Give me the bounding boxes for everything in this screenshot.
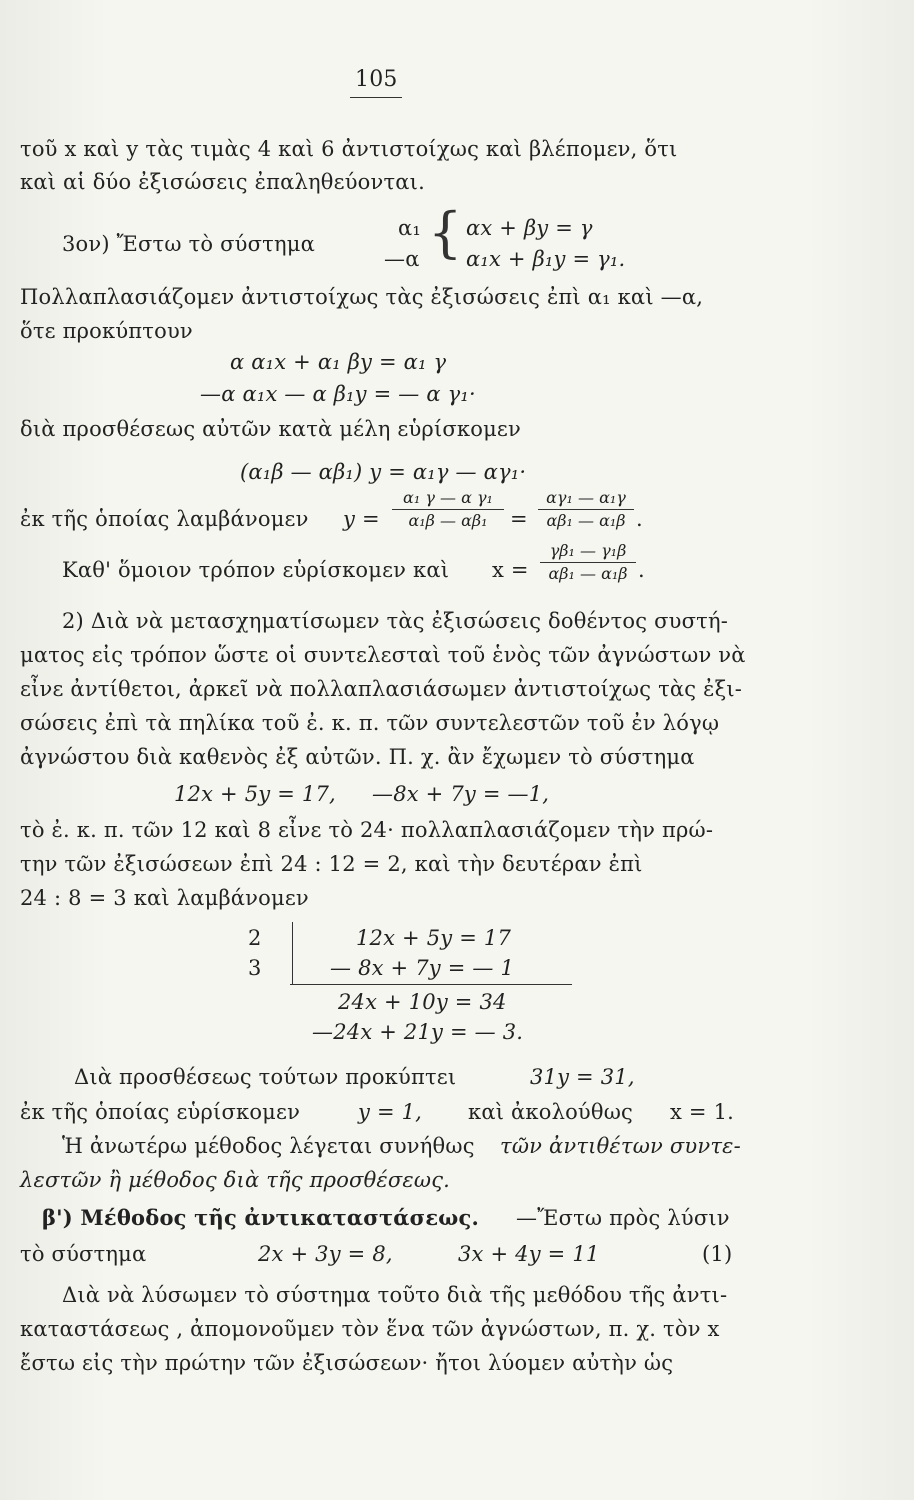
fraction-bar bbox=[540, 562, 636, 563]
text-line: 24 : 8 = 3 καὶ λαμβάνομεν bbox=[20, 886, 309, 910]
period: . bbox=[636, 507, 643, 531]
result: 31y = 31, bbox=[530, 1065, 635, 1089]
page-number-rule bbox=[350, 97, 402, 98]
fraction bbox=[538, 488, 634, 531]
fraction bbox=[540, 541, 636, 584]
text-line: την τῶν ἐξισώσεων ἐπὶ 24 : 12 = 2, καὶ τὴν δευτέραν ἐπὶ bbox=[20, 852, 643, 876]
fraction bbox=[392, 488, 504, 531]
multiplier-alpha1: α₁ bbox=[398, 216, 421, 240]
fraction-denominator: αβ₁ — α₁β bbox=[546, 511, 626, 530]
text-line: σώσεις ἐπὶ τὰ πηλίκα τοῦ ἐ. κ. π. τῶν συντελεστῶν τοῦ ἐν λόγῳ bbox=[20, 711, 720, 735]
sum-rule bbox=[290, 984, 572, 985]
x-lhs: x = bbox=[492, 558, 529, 582]
result: y = 1, bbox=[358, 1100, 423, 1124]
text-line: τὸ ἐ. κ. π. τῶν 12 καὶ 8 εἶνε τὸ 24· πολλαπλασιάζομεν τὴν πρώ- bbox=[20, 818, 714, 842]
fraction-numerator: αγ₁ — α₁γ bbox=[546, 488, 626, 507]
equation: —24x + 21y = — 3. bbox=[312, 1020, 524, 1044]
multiplier-neg-alpha: —α bbox=[384, 247, 420, 271]
equation-number: (1) bbox=[702, 1242, 733, 1266]
fraction-numerator: γβ₁ — γ₁β bbox=[549, 541, 627, 560]
text-line: ματος εἰς τρόπον ὥστε οἱ συντελεσταὶ τοῦ ἑνὸς τῶν ἀγνώστων νὰ bbox=[20, 643, 746, 667]
equation: 12x + 5y = 17, bbox=[174, 782, 336, 806]
equation: — 8x + 7y = — 1 bbox=[330, 956, 515, 980]
text-line: εἶνε ἀντίθετοι, ἀρκεῖ νὰ πολλαπλασιάσωμεν ἀντιστοίχως τὰς ἐξι- bbox=[20, 677, 743, 701]
text-line: Καθ' ὅμοιον τρόπον εὑρίσκομεν καὶ bbox=[62, 558, 450, 582]
text-fragment: καὶ ἀκολούθως bbox=[468, 1100, 634, 1124]
fraction-bar bbox=[538, 509, 634, 510]
text-line: διὰ προσθέσεως αὐτῶν κατὰ μέλη εὑρίσκομεν bbox=[20, 417, 521, 441]
equation: α α₁x + α₁ βy = α₁ γ bbox=[230, 350, 447, 374]
text-line: τοῦ x καὶ y τὰς τιμὰς 4 καὶ 6 ἀντιστοίχως καὶ βλέπομεν, ὅτι bbox=[20, 137, 678, 161]
equation: (α₁β — αβ₁) y = α₁γ — αγ₁· bbox=[240, 460, 527, 484]
text-line: Ἡ ἀνωτέρω μέθοδος λέγεται συνήθως bbox=[62, 1134, 475, 1158]
text-line: ὅτε προκύπτουν bbox=[20, 319, 193, 343]
text-line: Διὰ νὰ λύσωμεν τὸ σύστημα τοῦτο διὰ τῆς μεθόδου τῆς ἀντι- bbox=[62, 1283, 728, 1307]
period: . bbox=[638, 558, 645, 582]
equation: 2x + 3y = 8, bbox=[258, 1242, 393, 1266]
text-line: τὸ σύστημα bbox=[20, 1242, 147, 1266]
equation: —8x + 7y = —1, bbox=[372, 782, 550, 806]
multiplier: 2 bbox=[248, 926, 262, 950]
equation: α₁x + β₁y = γ₁. bbox=[466, 247, 626, 271]
text-line: ἔστω εἰς τὴν πρώτην τῶν ἐξισώσεων· ἤτοι λύομεν αὐτὴν ὡς bbox=[20, 1351, 674, 1375]
text-line: καὶ αἱ δύο ἐξισώσεις ἐπαληθεύονται. bbox=[20, 170, 425, 194]
fraction-bar bbox=[392, 509, 504, 510]
equation: 3x + 4y = 11 bbox=[458, 1242, 600, 1266]
equation: —α α₁x — α β₁y = — α γ₁· bbox=[200, 382, 476, 406]
y-lhs: y = bbox=[343, 507, 380, 531]
text-fragment: —Ἔστω πρὸς λύσιν bbox=[516, 1206, 730, 1230]
multiplier: 3 bbox=[248, 956, 262, 980]
fraction-denominator: αβ₁ — α₁β bbox=[548, 564, 628, 583]
equals-sign: = bbox=[510, 507, 528, 531]
text-line: Διὰ προσθέσεως τούτων προκύπτει bbox=[74, 1065, 457, 1089]
text-italic: λεστῶν ἢ μέθοδος διὰ τῆς προσθέσεως. bbox=[20, 1168, 451, 1192]
fraction-denominator: α₁β — αβ₁ bbox=[408, 511, 488, 530]
result: x = 1. bbox=[670, 1100, 735, 1124]
fraction-numerator: α₁ γ — α γ₁ bbox=[403, 488, 493, 507]
text-line: καταστάσεως , ἀπομονοῦμεν τὸν ἕνα τῶν ἀγνώστων, π. χ. τὸν x bbox=[20, 1317, 720, 1341]
equation: αx + βy = γ bbox=[466, 216, 593, 240]
text-line: ἀγνώστου διὰ καθενὸς ἐξ αὐτῶν. Π. χ. ἂν ἔχωμεν τὸ σύστημα bbox=[20, 745, 695, 769]
equation: 12x + 5y = 17 bbox=[356, 926, 512, 950]
text-line: Πολλαπλασιάζομεν ἀντιστοίχως τὰς ἐξισώσεις ἐπὶ α₁ καὶ —α, bbox=[20, 285, 704, 309]
text-line: 2) Διὰ νὰ μετασχηματίσωμεν τὰς ἐξισώσεις δοθέντος συστή- bbox=[62, 609, 729, 633]
text-line: ἐκ τῆς ὁποίας λαμβάνομεν bbox=[20, 507, 309, 531]
section-heading: β') Μέθοδος τῆς ἀντικαταστάσεως. bbox=[42, 1205, 479, 1230]
text-line: ἐκ τῆς ὁποίας εὑρίσκομεν bbox=[20, 1100, 301, 1124]
equation: 24x + 10y = 34 bbox=[338, 990, 507, 1014]
page-number: 105 bbox=[355, 67, 398, 92]
system-label: 3ον) Ἔστω τὸ σύστημα bbox=[62, 232, 315, 256]
table-divider bbox=[292, 922, 293, 984]
system-brace: { bbox=[428, 201, 463, 264]
text-italic: τῶν ἀντιθέτων συντε- bbox=[500, 1134, 741, 1158]
